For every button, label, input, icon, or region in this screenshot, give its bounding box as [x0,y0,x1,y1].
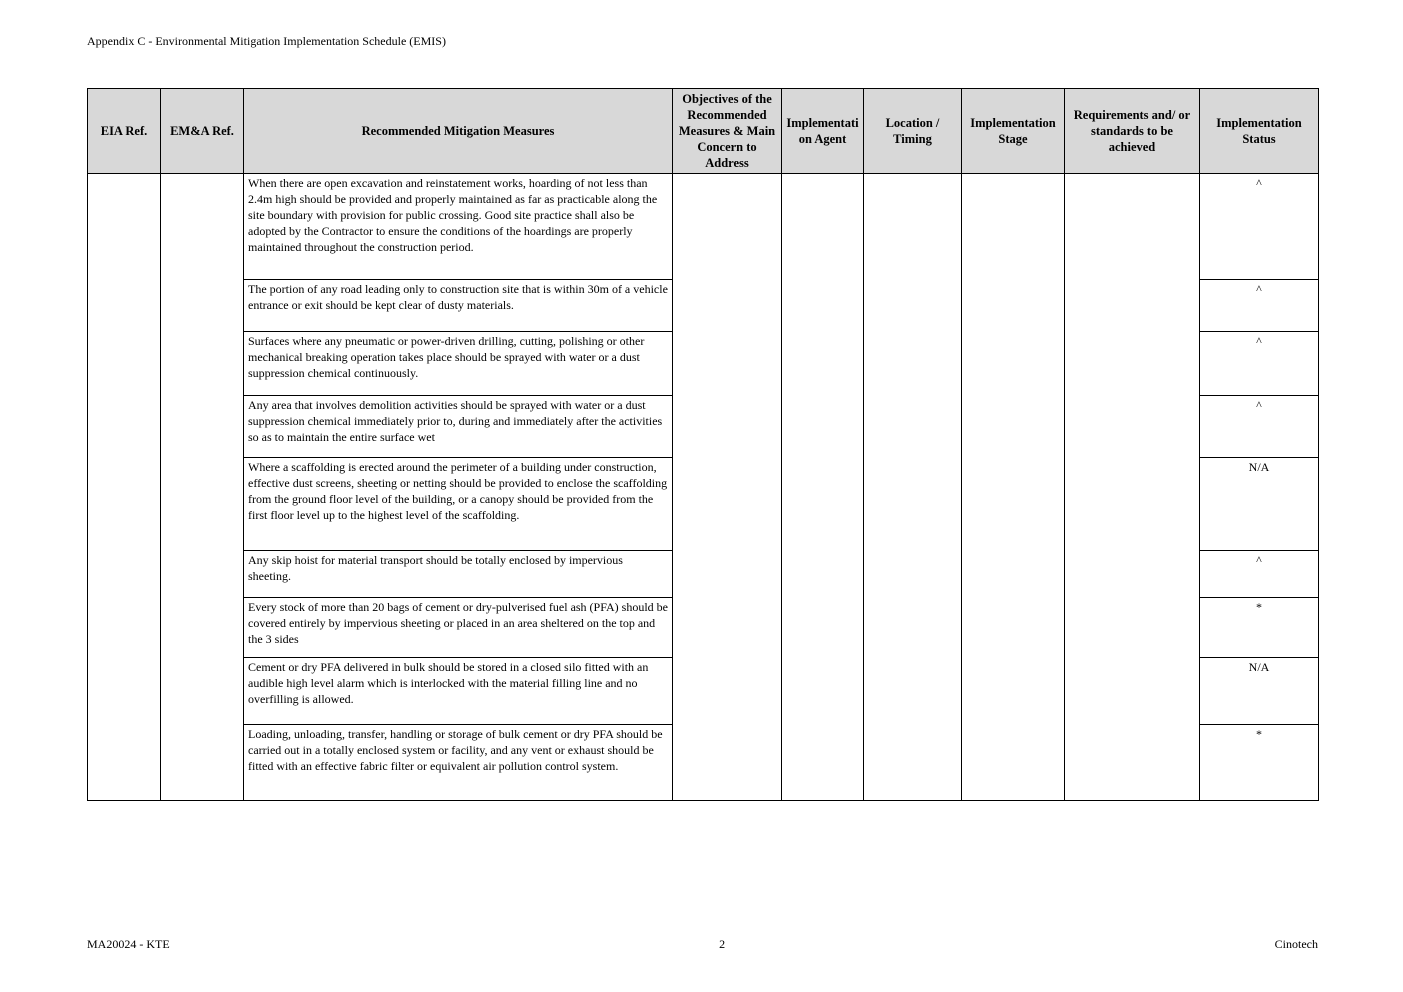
status-cell: * [1200,725,1319,801]
col-header-requirements: Requirements and/ or standards to be achieved [1065,89,1200,174]
status-cell: ^ [1200,174,1319,280]
objectives-column-cell [673,174,782,801]
status-cell: ^ [1200,280,1319,332]
col-header-agent: Implementation Agent [782,89,864,174]
status-cell: ^ [1200,396,1319,458]
stage-column-cell [962,174,1065,801]
col-header-location-timing: Location / Timing [864,89,962,174]
col-header-eia-ref: EIA Ref. [88,89,161,174]
eia-ref-column-cell [88,174,161,801]
measure-cell: The portion of any road leading only to construction site that is within 30m of a vehicle entrance or exit should be kept clear of dusty materials. [244,280,673,332]
measure-cell: Every stock of more than 20 bags of cement or dry-pulverised fuel ash (PFA) should be covered entirely by impervious sheeting or placed in an area sheltered on the top and the 3 sides [244,598,673,658]
ema-ref-column-cell [161,174,244,801]
measure-cell: Surfaces where any pneumatic or power-driven drilling, cutting, polishing or other mechanical breaking operation takes place should be sprayed with water or a dust suppression chemical continuously. [244,332,673,396]
measure-cell: Any skip hoist for material transport should be totally enclosed by impervious sheeting. [244,551,673,598]
col-header-objectives: Objectives of the Recommended Measures & Main Concern to Address [673,89,782,174]
location-timing-column-cell [864,174,962,801]
document-title: Appendix C - Environmental Mitigation Implementation Schedule (EMIS) [87,34,446,48]
status-cell: N/A [1200,658,1319,725]
footer-doc-ref: MA20024 - KTE [87,937,170,951]
measure-cell: Any area that involves demolition activities should be sprayed with water or a dust suppression chemical immediately prior to, during and immediately after the activities so as to maintain the entire surface wet [244,396,673,458]
col-header-stage: Implementation Stage [962,89,1065,174]
col-header-ema-ref: EM&A Ref. [161,89,244,174]
measure-cell: Where a scaffolding is erected around the perimeter of a building under construction, effective dust screens, sheeting or netting should be provided to enclose the scaffolding from the ground floor level of the building, or a canopy should be provided from the first floor level up to the highest level of the scaffolding. [244,458,673,551]
document-footer [87,937,1318,952]
measure-cell: When there are open excavation and reinstatement works, hoarding of not less than 2.4m high should be provided and properly maintained as far as practicable along the site boundary with provision for public crossing. Good site practice shall also be adopted by the Contractor to ensure the conditions of the hoardings are properly maintained throughout the construction period. [244,174,673,280]
header-row [88,89,1319,174]
col-header-status: Implementation Status [1200,89,1319,174]
footer-company: Cinotech [1274,937,1318,951]
agent-column-cell [782,174,864,801]
status-cell: * [1200,598,1319,658]
footer-page-number: 2 [719,937,726,951]
requirements-column-cell [1065,174,1200,801]
measure-cell: Loading, unloading, transfer, handling or storage of bulk cement or dry PFA should be carried out in a totally enclosed system or facility, and any vent or exhaust should be fitted with an effective fabric filter or equivalent air pollution control system. [244,725,673,801]
measure-cell: Cement or dry PFA delivered in bulk should be stored in a closed silo fitted with an audible high level alarm which is interlocked with the material filling line and no overfilling is allowed. [244,658,673,725]
table-body [88,174,1319,801]
status-cell: ^ [1200,551,1319,598]
col-header-measures: Recommended Mitigation Measures [244,89,673,174]
emis-table [87,88,1319,801]
table-row [88,174,1319,280]
status-cell: N/A [1200,458,1319,551]
status-cell: ^ [1200,332,1319,396]
